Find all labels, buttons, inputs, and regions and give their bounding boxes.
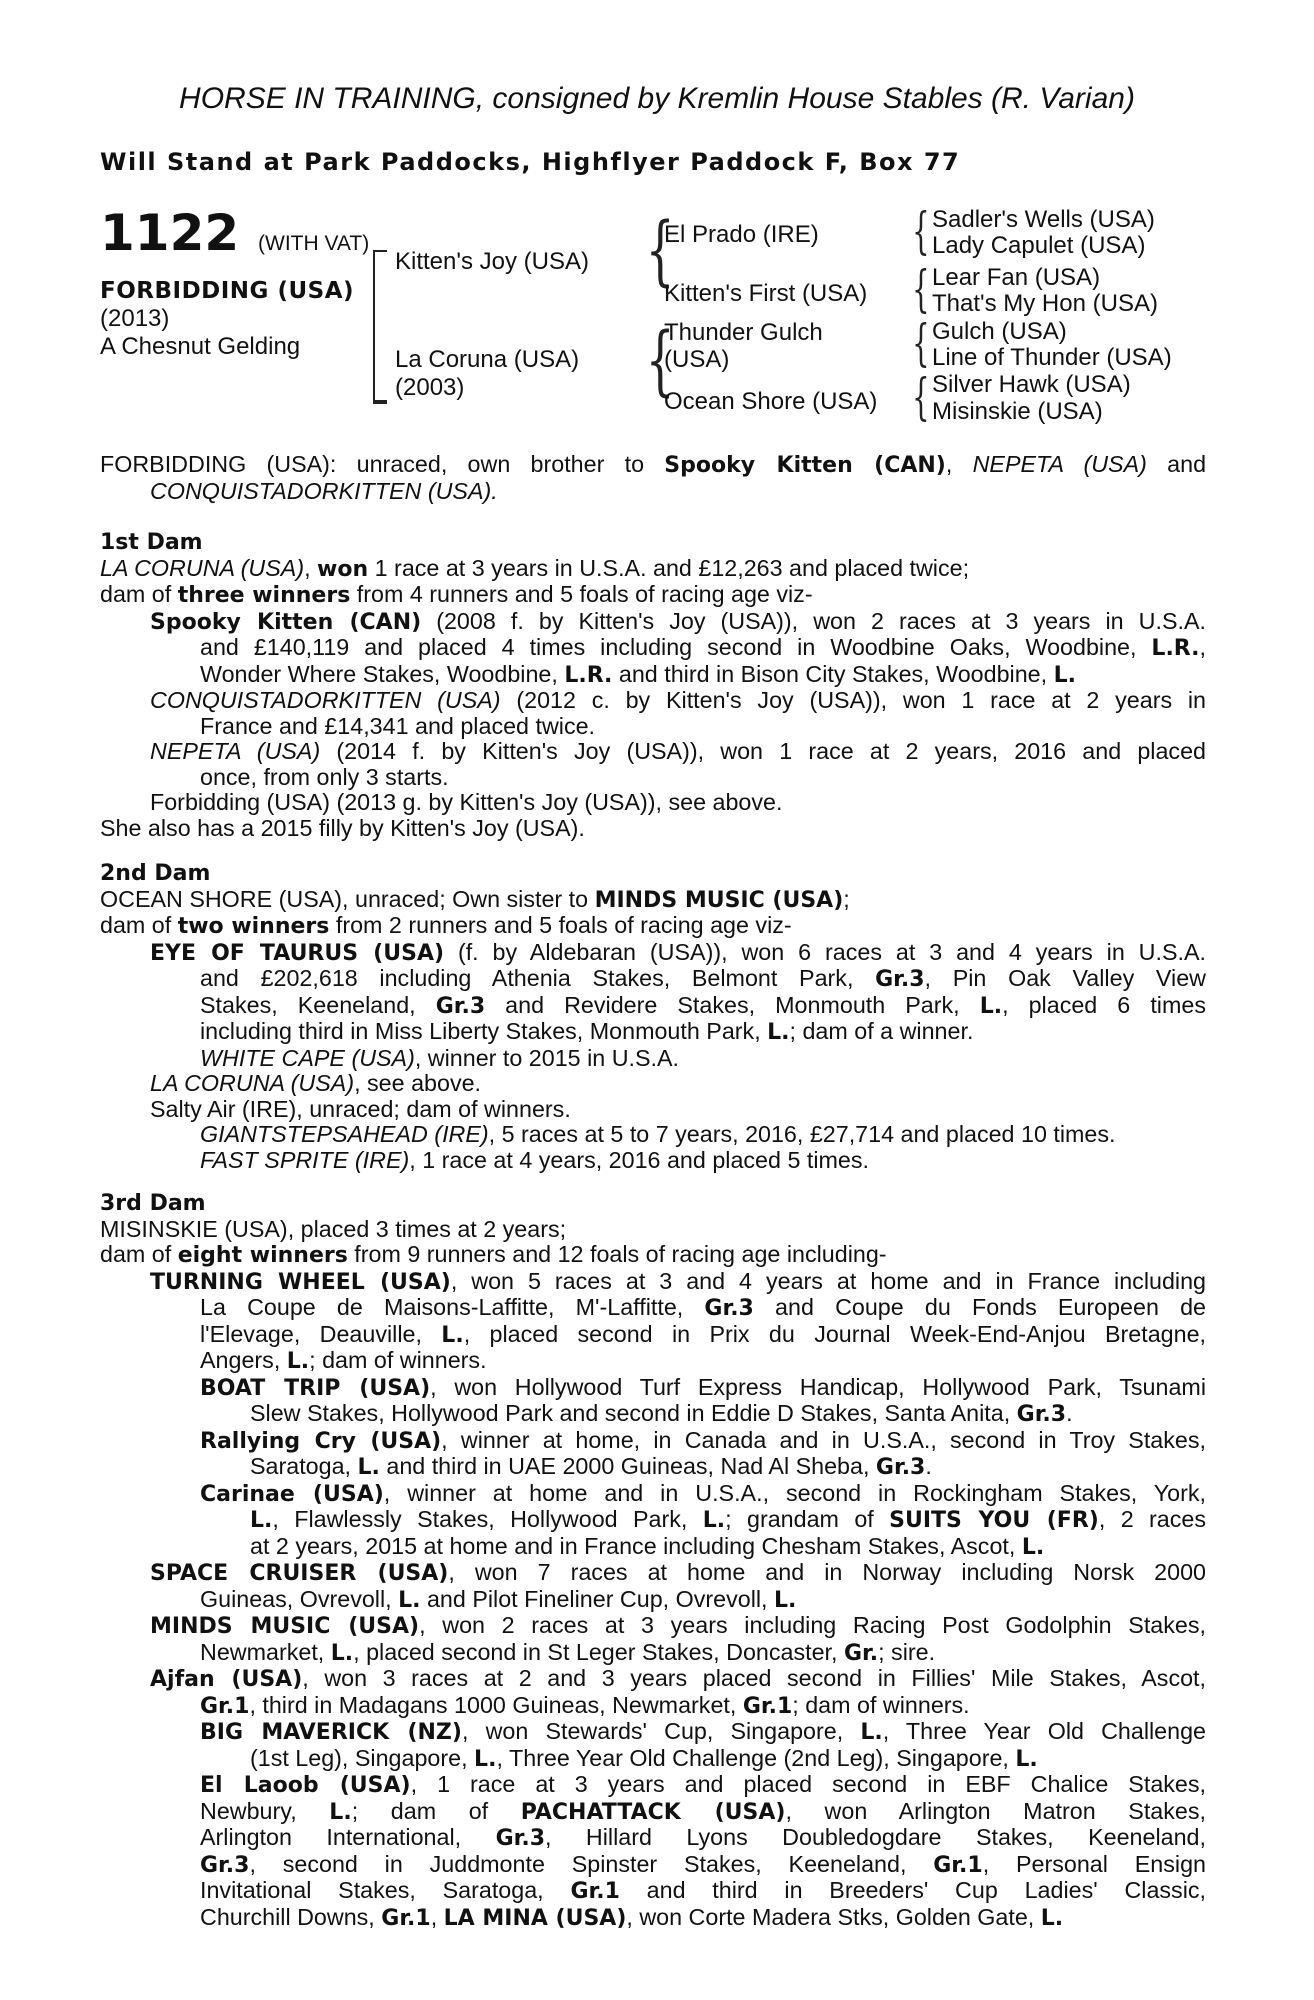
- pedigree-dam-sire-line2: (USA): [664, 346, 730, 373]
- pedigree-dam-line2: (2003): [395, 374, 465, 401]
- horse-description: A Chesnut Gelding: [100, 333, 301, 360]
- horse-name: FORBIDDING (USA): [100, 278, 355, 304]
- section-heading: 3rd Dam: [100, 1191, 206, 1216]
- brace-icon: {: [645, 205, 675, 294]
- pedigree-sire-dam: Kitten's First (USA): [664, 280, 868, 307]
- intro-paragraph: FORBIDDING (USA): unraced, own brother to Spooky Kitten (CAN), NEPETA (USA) and CONQUISTADORKITTEN (USA).: [100, 451, 1207, 504]
- brace-icon: {: [912, 260, 930, 318]
- pedigree-sds: Lear Fan (USA): [932, 264, 1101, 291]
- first-dam-section: 1st Dam LA CORUNA (USA), won 1 race at 3 years in U.S.A. and £12,263 and placed twice; dam of three winners from 4 runners and 5 foals of racing age viz- Spooky Kitten (CAN) (2008 f. by Kitten's Joy (USA)), won 2 races at 3 years in U.S.A. and £140,119 and placed 4 times including second in Woodbine Oaks, Woodbine, L.R., Wonder Where Stakes, Woodbine, L.R. and third in Bison City Stakes, Woodbine, L. CONQUISTADORKITTEN (USA) (2012 c. by Kitten's Joy (USA)), won 1 race at 2 years in France and £14,341 and placed twice. NEPETA (USA) (2014 f. by Kitten's Joy (USA)), won 1 race at 2 years, 2016 and placed once, from only 3 starts. Forbidding (USA) (2013 g. by Kitten's Joy (USA)), see above. She also has a 2015 filly by Kitten's Joy (USA).: [100, 530, 1207, 841]
- pedigree-dsd: Line of Thunder (USA): [932, 344, 1172, 371]
- brace-icon: {: [645, 315, 675, 404]
- pedigree-dam-dam: Ocean Shore (USA): [664, 388, 878, 415]
- pedigree-dam-sire-line1: Thunder Gulch: [664, 319, 823, 346]
- pedigree-ddd: Misinskie (USA): [932, 398, 1103, 425]
- page-header-title: HORSE IN TRAINING, consigned by Kremlin House Stables (R. Varian): [179, 82, 1135, 115]
- section-heading: 2nd Dam: [100, 861, 211, 886]
- second-dam-section: 2nd Dam OCEAN SHORE (USA), unraced; Own sister to MINDS MUSIC (USA); dam of two winners from 2 runners and 5 foals of racing age viz- EYE OF TAURUS (USA) (f. by Aldebaran (USA)), won 6 races at 3 and 4 years in U.S.A. and £202,618 including Athenia Stakes, Belmont Park, Gr.3, Pin Oak Valley View Stakes, Keeneland, Gr.3 and Revidere Stakes, Monmouth Park, L., placed 6 times including third in Miss Liberty Stakes, Monmouth Park, L.; dam of a winner. WHITE CAPE (USA), winner to 2015 in U.S.A. LA CORUNA (USA), see above. Salty Air (IRE), unraced; dam of winners. GIANTSTEPSAHEAD (IRE), 5 races at 5 to 7 years, 2016, £27,714 and placed 10 times. FAST SPRITE (IRE), 1 race at 4 years, 2016 and placed 5 times.: [100, 861, 1207, 1173]
- brace-icon: {: [912, 368, 930, 426]
- pedigree-dss: Gulch (USA): [932, 318, 1067, 345]
- section-heading: 1st Dam: [100, 530, 203, 555]
- foaling-year: (2013): [100, 305, 170, 332]
- pedigree-brace-left: [362, 250, 370, 400]
- pedigree-sss: Sadler's Wells (USA): [932, 206, 1155, 233]
- lot-number: 1122: [100, 204, 240, 262]
- pedigree-bracket-gen1-lower: [373, 330, 387, 402]
- pedigree-sdd: That's My Hon (USA): [932, 290, 1158, 317]
- brace-icon: {: [912, 202, 930, 260]
- pedigree-dds: Silver Hawk (USA): [932, 371, 1131, 398]
- brace-icon: {: [912, 314, 930, 372]
- stand-location: Will Stand at Park Paddocks, Highflyer Paddock F, Box 77: [100, 148, 961, 176]
- vat-note: (WITH VAT): [258, 232, 370, 255]
- pedigree-ssd: Lady Capulet (USA): [932, 232, 1146, 259]
- pedigree-sire: Kitten's Joy (USA): [395, 248, 589, 275]
- third-dam-section: 3rd Dam MISINSKIE (USA), placed 3 times at 2 years; dam of eight winners from 9 runners and 12 foals of racing age including- TURNING WHEEL (USA), won 5 races at 3 and 4 years at home and in France including La Coupe de Maisons-Laffitte, M'-Laffitte, Gr.3 and Coupe du Fonds Europeen de l'Elevage, Deauville, L., placed second in Prix du Journal Week-End-Anjou Bretagne, Angers, L.; dam of winners. BOAT TRIP (USA), won Hollywood Turf Express Handicap, Hollywood Park, Tsunami Slew Stakes, Hollywood Park and second in Eddie D Stakes, Santa Anita, Gr.3. Rallying Cry (USA), winner at home, in Canada and in U.S.A., second in Troy Stakes, Saratoga, L. and third in UAE 2000 Guineas, Nad Al Sheba, Gr.3. Carinae (USA), winner at home and in U.S.A., second in Rockingham Stakes, York, L., Flawlessly Stakes, Hollywood Park, L.; grandam of SUITS YOU (FR), 2 races at 2 years, 2015 at home and in France including Chesham Stakes, Ascot, L. SPACE CRUISER (USA), won 7 races at home and in Norway including Norsk 2000 Guineas, Ovrevoll, L. and Pilot Fineliner Cup, Ovrevoll, L. MINDS MUSIC (USA), won 2 races at 3 years including Racing Post Godolphin Stakes, Newmarket, L., placed second in St Leger Stakes, Doncaster, Gr.; sire. Ajfan (USA), won 3 races at 2 and 3 years placed second in Fillies' Mile Stakes, Ascot, Gr.1, third in Madagans 1000 Guineas, Newmarket, Gr.1; dam of winners. BIG MAVERICK (NZ), won Stewards' Cup, Singapore, L., Three Year Old Challenge (1st Leg), Singapore, L., Three Year Old Challenge (2nd Leg), Singapore, L. El Laoob (USA), 1 race at 3 years and placed second in EBF Chalice Stakes, Newbury, L.; dam of PACHATTACK (USA), won Arlington Matron Stakes, Arlington International, Gr.3, Hillard Lyons Doubledogdare Stakes, Keeneland, Gr.3, second in Juddmonte Spinster Stakes, Keeneland, Gr.1, Personal Ensign Invitational Stakes, Saratoga, Gr.1 and third in Breeders' Cup Ladies' Classic, Churchill Downs, Gr.1, LA MINA (USA), won Corte Madera Stks, Golden Gate, L.: [100, 1191, 1207, 1931]
- pedigree-dam-line1: La Coruna (USA): [395, 346, 580, 373]
- pedigree-sire-sire: El Prado (IRE): [664, 221, 819, 248]
